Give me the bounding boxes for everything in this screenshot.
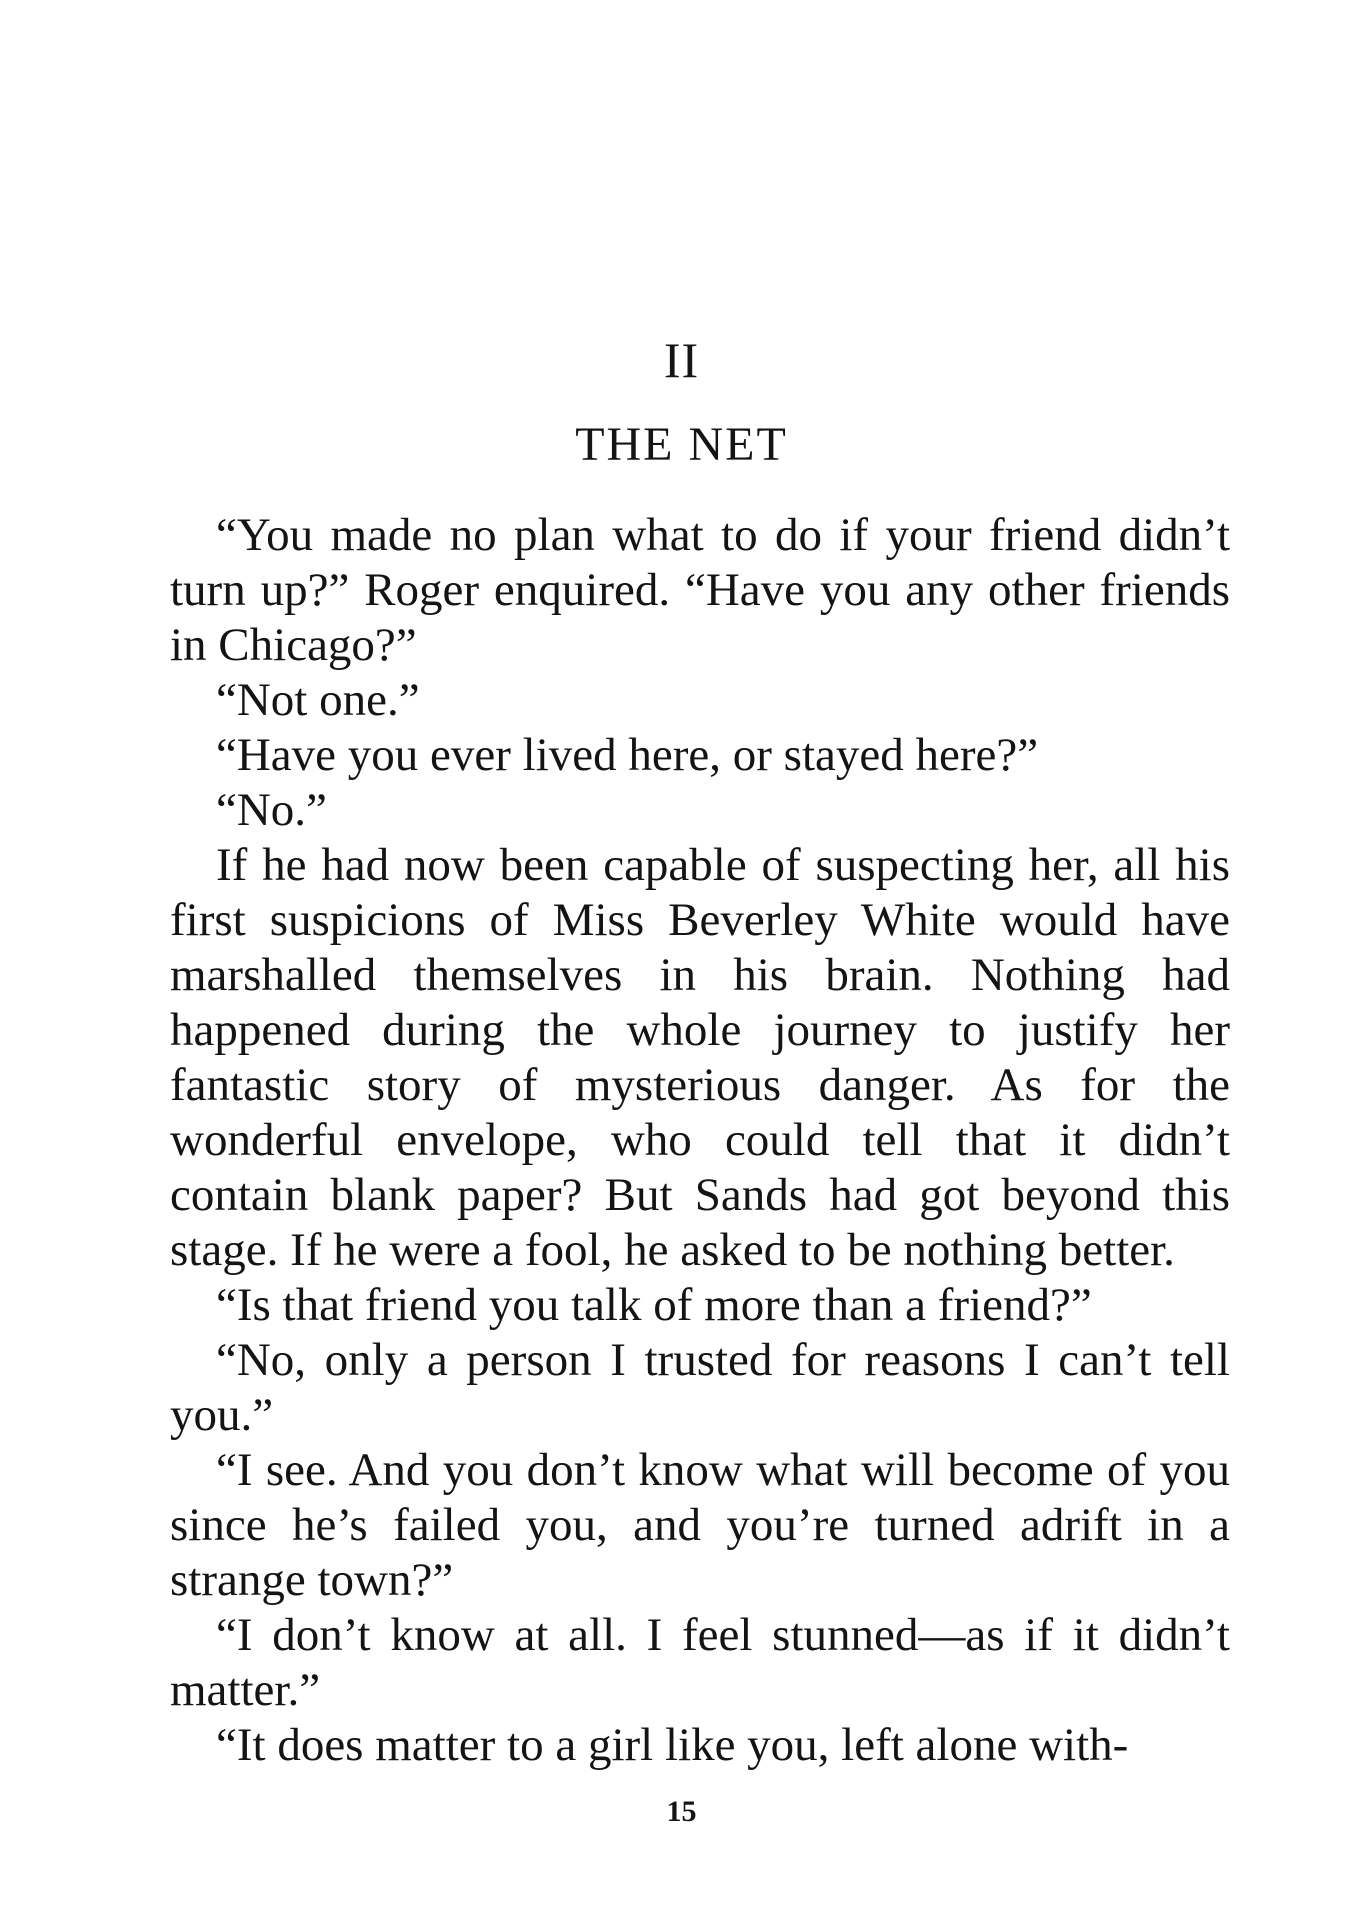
body-text [170, 508, 1230, 1773]
page-number: 15 [666, 1795, 697, 1828]
paragraph-10: “It does matter to a girl like you, left alone with- [216, 1719, 1129, 1771]
paragraph-5: If he had now been capable of suspecting her, all his first suspicions of Miss Beverley White would have marshalled themselves in his brain. Nothing had happened during the whole journey to justify her fantastic story of mysterious danger. As for the wonderful envelope, who could tell that it didn’t contain blank paper? But Sands had got beyond this stage. If he were a fool, he asked to be nothing better. [170, 839, 1230, 1276]
paragraph-3: “Have you ever lived here, or stayed here?” [216, 729, 1039, 781]
chapter-title: THE NET [575, 418, 788, 471]
paragraph-1: “You made no plan what to do if your friend didn’t turn up?” Roger enquired. “Have you any other friends in Chicago?” [170, 509, 1230, 671]
paragraph-7: “No, only a person I trusted for reasons I can’t tell you.” [170, 1334, 1230, 1441]
chapter-number: II [663, 332, 700, 388]
paragraph-9: “I don’t know at all. I feel stunned—as if it didn’t matter.” [170, 1609, 1230, 1716]
paragraph-8: “I see. And you don’t know what will become of you since he’s failed you, and you’re turned adrift in a strange town?” [170, 1444, 1230, 1606]
paragraph-6: “Is that friend you talk of more than a friend?” [216, 1279, 1092, 1331]
paragraph-4: “No.” [216, 784, 327, 836]
paragraph-2: “Not one.” [216, 674, 420, 726]
